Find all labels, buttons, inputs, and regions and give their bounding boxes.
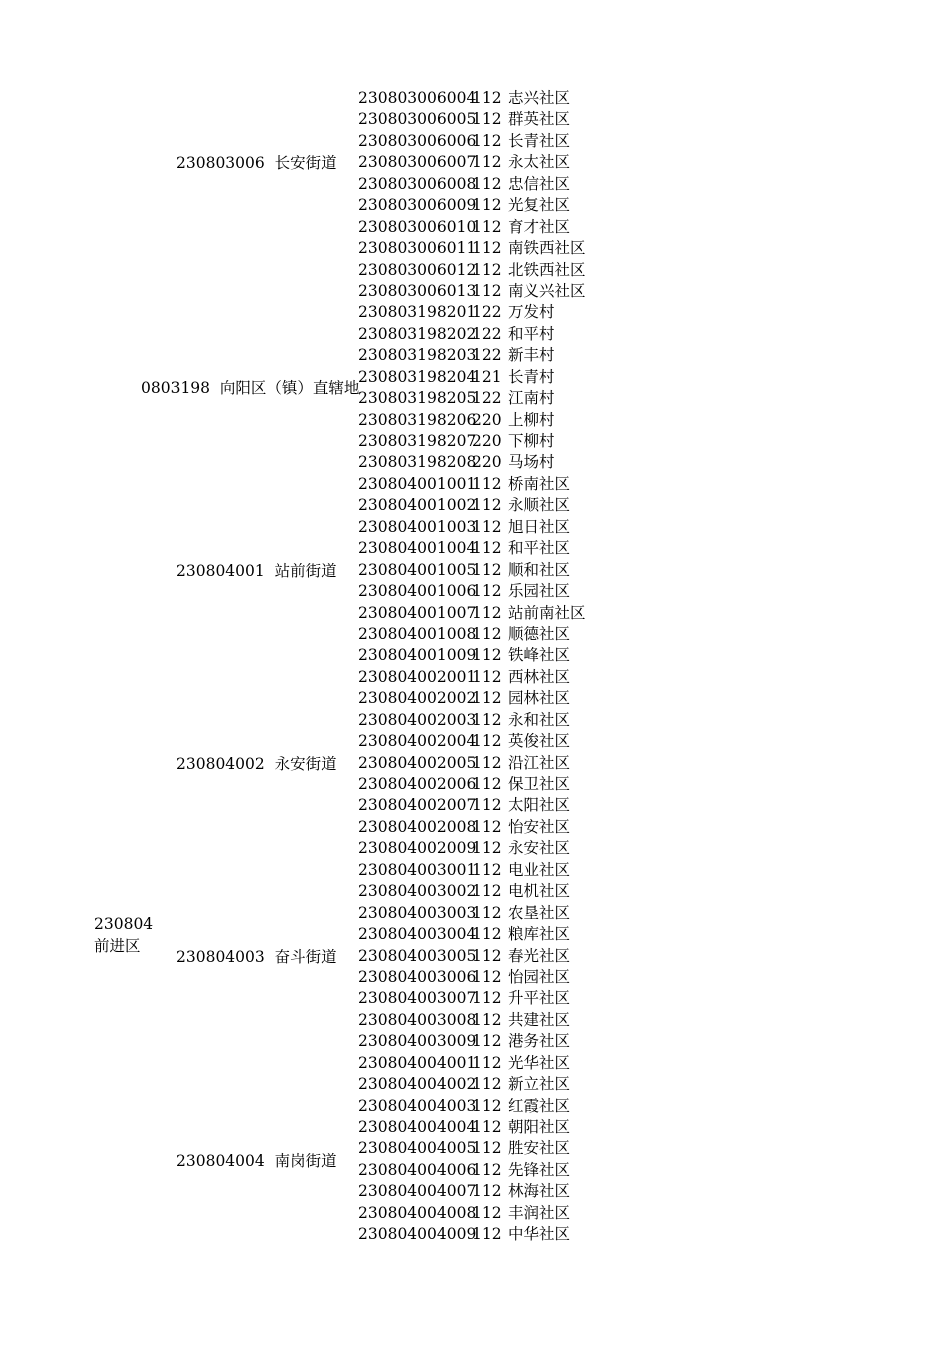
- row-name: 电业社区: [508, 860, 571, 879]
- row-type: 112: [472, 1010, 502, 1029]
- row-type: 112: [472, 689, 502, 708]
- list-item: [358, 1010, 586, 1031]
- row-code: 230804004004: [358, 1118, 477, 1136]
- list-item: [358, 152, 586, 173]
- row-code: 230804004009: [358, 1225, 477, 1244]
- row-type: 220: [472, 453, 502, 472]
- row-name: 桥南社区: [508, 474, 571, 493]
- row-name: 港务社区: [508, 1032, 571, 1051]
- list-item: [358, 495, 586, 516]
- list-item: [358, 131, 586, 152]
- list-item: [358, 1224, 586, 1245]
- list-item: [358, 431, 586, 452]
- row-name: 北铁西社区: [508, 260, 586, 279]
- row-code: 230803198206: [358, 410, 477, 429]
- list-item: [358, 667, 586, 688]
- row-type: 112: [472, 281, 502, 300]
- list-item: [358, 388, 586, 409]
- list-item: [358, 645, 586, 666]
- list-item: [358, 1096, 586, 1117]
- list-item: [358, 109, 586, 130]
- row-name: 站前南社区: [508, 603, 586, 622]
- list-item: [358, 795, 586, 816]
- row-type: 112: [472, 882, 502, 901]
- row-name: 志兴社区: [508, 89, 571, 107]
- street-label: [176, 753, 337, 775]
- list-item: [358, 967, 586, 988]
- row-name: 铁峰社区: [508, 646, 571, 665]
- row-name: 南义兴社区: [508, 281, 586, 300]
- district-name: 前进区: [94, 937, 141, 955]
- row-name: 万发村: [508, 303, 555, 322]
- row-code: 230804003008: [358, 1010, 477, 1029]
- row-type: 112: [472, 732, 502, 751]
- row-name: 和平社区: [508, 539, 571, 558]
- row-code: 230804003009: [358, 1032, 477, 1051]
- row-code: 230803006010: [358, 217, 477, 236]
- street-code: 230804003: [176, 948, 265, 966]
- row-code: 230803006004: [358, 89, 477, 107]
- row-type: 112: [472, 1096, 502, 1115]
- list-item: [358, 281, 586, 302]
- row-type: 112: [472, 817, 502, 836]
- row-type: 112: [472, 496, 502, 515]
- row-type: 112: [472, 925, 502, 944]
- row-type: 112: [472, 217, 502, 236]
- row-name: 西林社区: [508, 667, 571, 686]
- row-type: 112: [472, 989, 502, 1008]
- row-type: 220: [472, 410, 502, 429]
- row-code: 230804002002: [358, 689, 477, 708]
- row-code: 230804001007: [358, 603, 477, 622]
- row-code: 230804003005: [358, 946, 477, 965]
- row-type: 112: [472, 582, 502, 601]
- row-code: 230803198204: [358, 367, 477, 386]
- row-name: 长青村: [508, 367, 555, 386]
- list-item: [358, 1031, 586, 1052]
- row-code: 230804004003: [358, 1096, 477, 1115]
- row-name: 光复社区: [508, 196, 571, 215]
- row-code: 230804004006: [358, 1160, 477, 1179]
- row-name: 园林社区: [508, 689, 571, 708]
- row-name: 南铁西社区: [508, 239, 586, 258]
- list-item: [358, 452, 586, 473]
- row-code: 230803198207: [358, 432, 477, 450]
- list-item: [358, 581, 586, 602]
- street-name: 永安街道: [274, 755, 337, 773]
- row-code: 230804002001: [358, 667, 477, 686]
- row-code: 230804002004: [358, 732, 477, 751]
- row-type: 112: [472, 539, 502, 558]
- row-name: 下柳村: [508, 432, 555, 450]
- row-name: 朝阳社区: [508, 1118, 571, 1136]
- list-item: [358, 838, 586, 859]
- street-code: 230804002: [176, 755, 265, 773]
- row-name: 英俊社区: [508, 732, 571, 751]
- street-label: [176, 560, 337, 582]
- row-code: 230803198208: [358, 453, 477, 472]
- list-item: [358, 1074, 586, 1095]
- row-type: 112: [472, 1075, 502, 1094]
- list-item: [358, 88, 586, 109]
- row-type: 112: [472, 753, 502, 772]
- row-name: 顺德社区: [508, 624, 571, 643]
- list-item: [358, 217, 586, 238]
- list-item: [358, 324, 586, 345]
- street-label: [176, 946, 337, 968]
- street-name: 奋斗街道: [274, 948, 337, 966]
- row-name: 永顺社区: [508, 496, 571, 515]
- street-code: 230803006: [176, 154, 265, 172]
- row-name: 升平社区: [508, 989, 571, 1008]
- row-name: 新丰村: [508, 346, 555, 365]
- row-name: 电机社区: [508, 882, 571, 901]
- row-code: 230804001006: [358, 582, 477, 601]
- list-item: [358, 560, 586, 581]
- row-name: 永太社区: [508, 153, 571, 172]
- list-item: [358, 1053, 586, 1074]
- row-type: 112: [472, 1160, 502, 1179]
- row-name: 马场村: [508, 453, 555, 472]
- row-name: 春光社区: [508, 946, 571, 965]
- row-type: 112: [472, 603, 502, 622]
- row-name: 先锋社区: [508, 1160, 571, 1179]
- row-name: 丰润社区: [508, 1203, 571, 1222]
- list-item: [358, 710, 586, 731]
- row-code: 230803198202: [358, 324, 477, 343]
- row-type: 112: [472, 131, 502, 150]
- list-item: [358, 1160, 586, 1181]
- row-code: 230804003002: [358, 882, 477, 901]
- row-type: 112: [472, 775, 502, 793]
- row-code: 230804002009: [358, 839, 477, 858]
- list-item: [358, 688, 586, 709]
- row-code: 230803006007: [358, 153, 477, 172]
- row-name: 江南村: [508, 389, 555, 408]
- row-code: 230804001008: [358, 624, 477, 643]
- row-code: 230804001002: [358, 496, 477, 515]
- row-code: 230804001003: [358, 517, 477, 536]
- list-item: [358, 345, 586, 366]
- row-type: 112: [472, 474, 502, 493]
- list-item: [358, 988, 586, 1009]
- row-name: 保卫社区: [508, 775, 571, 793]
- row-name: 乐园社区: [508, 582, 571, 601]
- row-type: 112: [472, 903, 502, 922]
- row-name: 沿江社区: [508, 753, 571, 772]
- row-code: 230803006011: [358, 239, 477, 258]
- row-code: 230804001009: [358, 646, 477, 665]
- street-name: 向阳区（镇）直辖地: [219, 379, 360, 397]
- row-code: 230803006008: [358, 174, 477, 193]
- row-name: 中华社区: [508, 1225, 571, 1244]
- row-type: 112: [472, 967, 502, 986]
- row-type: 112: [472, 517, 502, 536]
- row-name: 光华社区: [508, 1053, 571, 1072]
- street-label: [141, 377, 359, 399]
- list-item: [358, 538, 586, 559]
- list-item: [358, 924, 586, 945]
- row-code: 230803198201: [358, 303, 477, 322]
- list-item: [358, 946, 586, 967]
- row-type: 112: [472, 110, 502, 129]
- row-name: 旭日社区: [508, 517, 571, 536]
- street-label: [176, 1150, 337, 1172]
- row-code: 230803006013: [358, 281, 477, 300]
- row-type: 122: [472, 303, 502, 322]
- list-item: [358, 1138, 586, 1159]
- row-type: 112: [472, 946, 502, 965]
- row-type: 112: [472, 560, 502, 579]
- row-type: 112: [472, 153, 502, 172]
- row-type: 112: [472, 1139, 502, 1158]
- row-code: 230803198205: [358, 389, 477, 408]
- row-code: 230804003001: [358, 860, 477, 879]
- list-item: [358, 195, 586, 216]
- street-name: 南岗街道: [274, 1152, 337, 1170]
- list-item: [358, 517, 586, 538]
- community-list: [358, 88, 586, 1246]
- row-type: 112: [472, 646, 502, 665]
- row-name: 永和社区: [508, 710, 571, 729]
- row-name: 群英社区: [508, 110, 571, 129]
- row-type: 112: [472, 260, 502, 279]
- list-item: [358, 603, 586, 624]
- row-code: 230804004001: [358, 1053, 477, 1072]
- list-item: [358, 860, 586, 881]
- street-code: 230804001: [176, 562, 265, 580]
- street-name: 站前街道: [274, 562, 337, 580]
- row-name: 长青社区: [508, 131, 571, 150]
- row-type: 121: [472, 367, 502, 386]
- row-code: 230803006012: [358, 260, 477, 279]
- row-type: 112: [472, 1182, 502, 1201]
- row-code: 230804004007: [358, 1182, 477, 1201]
- row-name: 忠信社区: [508, 174, 571, 193]
- list-item: [358, 238, 586, 259]
- row-code: 230804004008: [358, 1203, 477, 1222]
- row-type: 220: [472, 432, 502, 450]
- row-type: 112: [472, 624, 502, 643]
- row-code: 230804001001: [358, 474, 477, 493]
- list-item: [358, 881, 586, 902]
- row-code: 230804002003: [358, 710, 477, 729]
- row-type: 122: [472, 324, 502, 343]
- list-item: [358, 302, 586, 323]
- list-item: [358, 1117, 586, 1138]
- row-name: 育才社区: [508, 217, 571, 236]
- row-name: 新立社区: [508, 1075, 571, 1094]
- row-code: 230804002008: [358, 817, 477, 836]
- row-type: 112: [472, 667, 502, 686]
- list-item: [358, 817, 586, 838]
- row-code: 230804002006: [358, 775, 477, 793]
- list-item: [358, 624, 586, 645]
- row-type: 112: [472, 239, 502, 258]
- row-name: 怡园社区: [508, 967, 571, 986]
- row-name: 顺和社区: [508, 560, 571, 579]
- row-name: 林海社区: [508, 1182, 571, 1201]
- row-name: 农垦社区: [508, 903, 571, 922]
- row-type: 112: [472, 174, 502, 193]
- row-code: 230804003004: [358, 925, 477, 944]
- row-type: 112: [472, 1225, 502, 1244]
- row-type: 112: [472, 839, 502, 858]
- list-item: [358, 260, 586, 281]
- row-name: 永安社区: [508, 839, 571, 858]
- row-name: 粮库社区: [508, 925, 571, 944]
- district-code: 230804: [94, 915, 154, 933]
- row-type: 112: [472, 1032, 502, 1051]
- row-type: 112: [472, 860, 502, 879]
- row-code: 230804003003: [358, 903, 477, 922]
- row-name: 和平村: [508, 324, 555, 343]
- row-type: 112: [472, 1203, 502, 1222]
- row-type: 122: [472, 346, 502, 365]
- row-code: 230804004002: [358, 1075, 477, 1094]
- row-code: 230803006009: [358, 196, 477, 215]
- street-code: 230804004: [176, 1152, 265, 1170]
- row-type: 112: [472, 196, 502, 215]
- row-code: 230804002005: [358, 753, 477, 772]
- row-code: 230804001005: [358, 560, 477, 579]
- list-item: [358, 903, 586, 924]
- street-code: 0803198: [141, 379, 211, 397]
- list-item: [358, 410, 586, 431]
- list-item: [358, 174, 586, 195]
- row-type: 122: [472, 389, 502, 408]
- list-item: [358, 1203, 586, 1224]
- list-item: [358, 367, 586, 388]
- street-label: [176, 152, 337, 174]
- list-item: [358, 774, 586, 795]
- row-code: 230804003007: [358, 989, 477, 1008]
- row-type: 112: [472, 710, 502, 729]
- row-code: 230804003006: [358, 967, 477, 986]
- row-type: 112: [472, 1118, 502, 1136]
- list-item: [358, 474, 586, 495]
- row-code: 230804002007: [358, 796, 477, 815]
- row-code: 230803198203: [358, 346, 477, 365]
- row-code: 230804004005: [358, 1139, 477, 1158]
- list-item: [358, 1181, 586, 1202]
- row-name: 红霞社区: [508, 1096, 571, 1115]
- row-name: 上柳村: [508, 410, 555, 429]
- row-type: 112: [472, 1053, 502, 1072]
- row-name: 太阳社区: [508, 796, 571, 815]
- street-name: 长安街道: [274, 154, 337, 172]
- row-name: 怡安社区: [508, 817, 571, 836]
- list-item: [358, 731, 586, 752]
- row-code: 230803006006: [358, 131, 477, 150]
- row-code: 230804001004: [358, 539, 477, 558]
- list-item: [358, 753, 586, 774]
- row-code: 230803006005: [358, 110, 477, 129]
- row-type: 112: [472, 796, 502, 815]
- row-name: 胜安社区: [508, 1139, 571, 1158]
- row-name: 共建社区: [508, 1010, 571, 1029]
- row-type: 112: [472, 89, 502, 107]
- district-label: [94, 913, 153, 957]
